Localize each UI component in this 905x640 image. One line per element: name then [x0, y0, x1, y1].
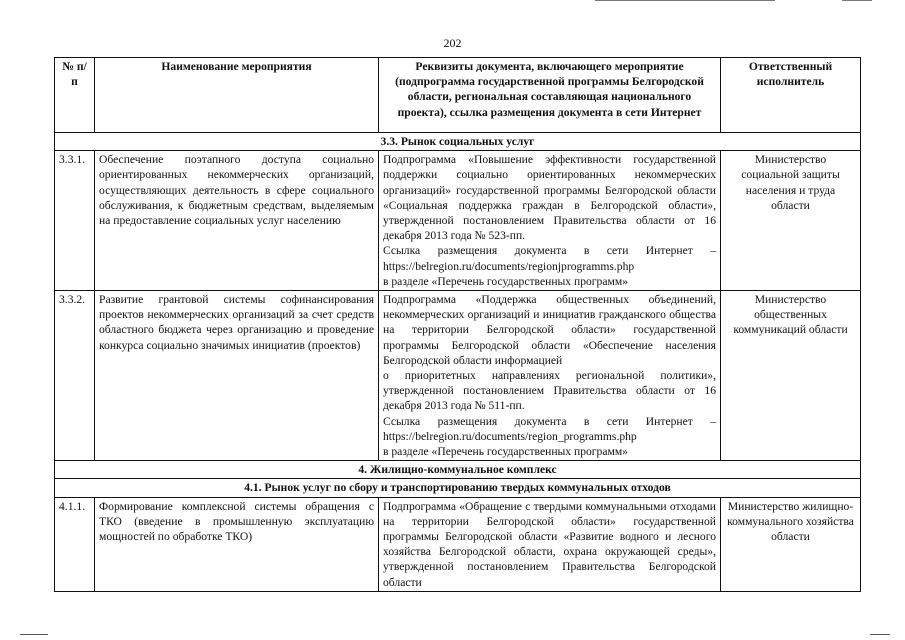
row-name: Развитие грантовой системы софинансирования проектов некоммерческих организаций за счет средств областного бюджета через организацию и проведение конкурса социально значимых инициатив (проектов) — [95, 291, 379, 461]
requisites-link-section: в разделе «Перечень государственных программ» — [383, 274, 628, 288]
row-num: 4.1.1. — [55, 497, 95, 591]
header-name: Наименование мероприятия — [95, 58, 379, 133]
row-executor: Министерство жилищно-коммунального хозяйства области — [721, 497, 861, 591]
section-row — [55, 133, 861, 151]
requisites-text-cont: о приоритетных направлениях региональной политики», утвержденной постановлением Правительства области от 16 декабря 2013 года № 511-пп. — [383, 369, 716, 413]
section-title-3-3: 3.3. Рынок социальных услуг — [55, 133, 861, 151]
requisites-link: Ссылка размещения документа в сети Интернет – https://belregion.ru/documents/region_programms.php — [383, 414, 716, 443]
row-requisites — [379, 151, 721, 291]
section-row — [55, 461, 861, 479]
section-title-4: 4. Жилищно-коммунальное комплекс — [55, 461, 861, 479]
scan-artifact — [842, 0, 872, 1]
row-requisites: Подпрограмма «Обращение с твердыми коммунальными отходами на территории Белгородской области» государственной программы Белгородской области «Развитие водного и лесного хозяйства Белгородской области, охрана окружающей среды», утвержденной постановлением Правительства Белгородской области — [379, 497, 721, 591]
requisites-text: Подпрограмма «Поддержка общественных объединений, некоммерческих организаций и инициатив гражданского общества на территории Белгородской области» государственной программы Белгородской области «Обеспечение населения Белгородской области информацией — [383, 293, 716, 367]
header-requisites: Реквизиты документа, включающего мероприятие (подпрограмма государственной программы Белгородской области, региональная составляющая национального проекта), ссылка размещения документа в сети Интернет — [379, 58, 721, 133]
requisites-link: Ссылка размещения документа в сети Интернет – https://belregion.ru/documents/regionjprogramms.php — [383, 244, 716, 273]
table-row — [55, 497, 861, 591]
header-num: № п/п — [55, 58, 95, 133]
header-executor: Ответственный исполнитель — [721, 58, 861, 133]
section-row — [55, 479, 861, 497]
row-executor: Министерство общественных коммуникаций области — [721, 291, 861, 461]
row-num: 3.3.1. — [55, 151, 95, 291]
table-header-row — [55, 58, 861, 133]
page-number: 202 — [443, 36, 462, 50]
table-row — [55, 291, 861, 461]
requisites-link-section: в разделе «Перечень государственных программ» — [383, 445, 628, 459]
scan-artifact — [595, 0, 775, 1]
measures-table — [54, 57, 861, 592]
row-requisites — [379, 291, 721, 461]
row-executor: Министерство социальной защиты населения и труда области — [721, 151, 861, 291]
scan-artifact — [20, 634, 48, 635]
row-name: Обеспечение поэтапного доступа социально ориентированных некоммерческих организаций, осуществляющих деятельность в сфере социального обслуживания, к бюджетным средствам, выделяемым на предоставление социальных услуг населению — [95, 151, 379, 291]
row-num: 3.3.2. — [55, 291, 95, 461]
scan-artifact — [870, 634, 890, 635]
row-name: Формирование комплексной системы обращения с ТКО (введение в промышленную эксплуатацию мощностей по обработке ТКО) — [95, 497, 379, 591]
section-title-4-1: 4.1. Рынок услуг по сбору и транспортированию твердых коммунальных отходов — [55, 479, 861, 497]
table-row — [55, 151, 861, 291]
requisites-text: Подпрограмма «Повышение эффективности государственной поддержки социально ориентированных некоммерческих организаций» государственной программы Белгородской области «Социальная поддержка граждан в Белгородской области», утвержденной постановлением Правительства области от 16 декабря 2013 года № 523-пп. — [383, 153, 716, 243]
